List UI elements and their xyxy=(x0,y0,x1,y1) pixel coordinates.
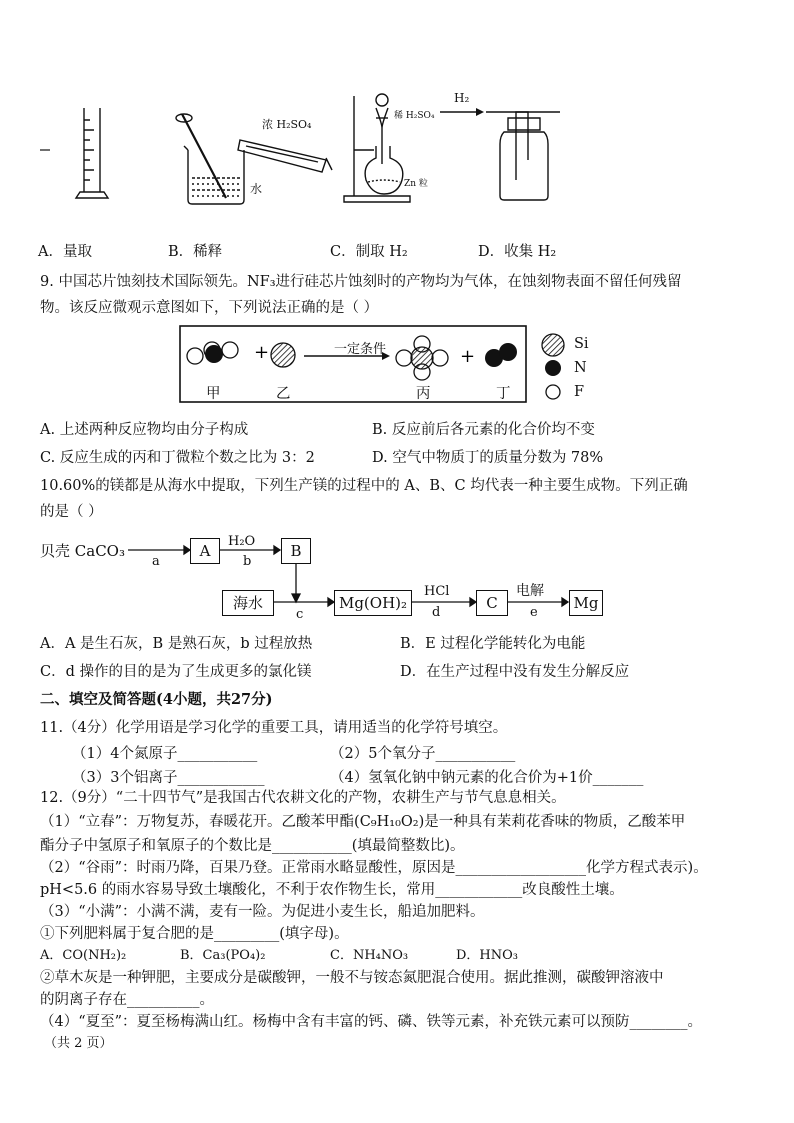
label-step-e: e xyxy=(530,605,538,620)
q9-option-a: A．量取 xyxy=(38,244,92,260)
label-condition: 一定条件 xyxy=(334,342,387,357)
q10-option-a: A. 上述两种反应物均由分子构成 xyxy=(40,422,249,438)
label-jia: 甲 xyxy=(206,386,221,402)
q10-option-d: D. 空气中物质丁的质量分数为 78% xyxy=(372,450,604,466)
q12-line-9: （4）“夏至”：夏至杨梅满山红。杨梅中含有丰富的钙、磷、铁等元素，补充铁元素可以预防________。 xyxy=(40,1014,703,1030)
q12-line-8: 的阴离子存在__________。 xyxy=(40,992,214,1008)
q11-option-b: B．E 过程化学能转化为电能 xyxy=(400,636,586,652)
q9-option-d: D．收集 H₂ xyxy=(478,244,557,260)
q12-line-1: （1）“立春”：万物复苏，春暖花开。乙酸苯甲酯(C₉H₁₀O₂)是一种具有茉莉花香味的物质，乙酸苯甲 xyxy=(40,814,686,830)
label-dilute-h2so4: 稀 H₂SO₄ xyxy=(394,111,435,121)
q11-option-c: C．d 操作的目的是为了生成更多的氯化镁 xyxy=(40,664,312,680)
legend-f-icon xyxy=(546,385,560,399)
page-footer: （共 2 页） xyxy=(44,1036,113,1051)
box-mg: Mg xyxy=(569,590,603,616)
q11-stem-1: 10.60%的镁都是从海水中提取，下列生产镁的过程中的 A、B、C 均代表一种主要生成物。下列正确 xyxy=(40,478,688,494)
fert-option-d: D．HNO₃ xyxy=(456,948,519,963)
fert-option-c: C．NH₄NO₃ xyxy=(330,948,409,963)
label-shell: 贝壳 CaCO₃ xyxy=(40,542,125,560)
svg-text:+: + xyxy=(254,342,270,363)
label-water: 水 xyxy=(250,182,263,196)
q11-option-a: A．A 是生石灰，B 是熟石灰，b 过程放热 xyxy=(40,636,313,652)
q10-stem-2: 物。该反应微观示意图如下，下列说法正确的是（ ） xyxy=(40,300,379,316)
molecule-bing xyxy=(396,336,448,380)
label-ding: 丁 xyxy=(496,386,511,402)
q11b-item-1: （1）4个氮原子___________ xyxy=(72,746,258,762)
label-h2: H₂ xyxy=(454,91,470,105)
legend-n-icon xyxy=(545,360,561,376)
box-a: A xyxy=(190,538,220,564)
molecule-ding xyxy=(485,343,517,367)
label-step-b: b xyxy=(243,554,252,569)
graduated-cylinder xyxy=(76,108,108,198)
q11-stem-2: 的是（ ） xyxy=(40,504,103,520)
legend-si: Si xyxy=(574,336,589,352)
label-step-a: a xyxy=(152,554,160,569)
label-bing: 丙 xyxy=(416,386,431,402)
q11b-stem: 11.（4分）化学用语是学习化学的重要工具，请用适当的化学符号填空。 xyxy=(40,720,508,736)
label-h2o: H₂O xyxy=(228,534,256,549)
q9-option-b: B．稀释 xyxy=(168,244,223,260)
svg-text:+: + xyxy=(460,346,476,367)
q12-line-3: （2）“谷雨”：时雨乃降，百果乃登。正常雨水略显酸性，原因是__________________化学方程式表示)。 xyxy=(40,860,708,876)
label-conc-h2so4: 浓 H₂SO₄ xyxy=(262,118,312,131)
q10-stem-1: 9. 中国芯片蚀刻技术国际领先。NF₃进行硅芯片蚀刻时的产物均为气体，在蚀刻物表面不留任何残留 xyxy=(40,274,682,290)
gas-collecting-bottle xyxy=(486,112,560,200)
reaction-micro-diagram xyxy=(0,320,794,420)
q12-line-4: pH<5.6 的雨水容易导致土壤酸化，不利于农作物生长，常用____________改良酸性土壤。 xyxy=(40,882,624,898)
box-mgoh2: Mg(OH)₂ xyxy=(334,590,412,616)
label-hcl: HCl xyxy=(424,584,450,599)
legend-n: N xyxy=(574,360,587,376)
q10-option-b: B. 反应前后各元素的化合价均不变 xyxy=(372,422,595,438)
box-b: B xyxy=(281,538,311,564)
q12-stem: 12.（9分）“二十四节气”是我国古代农耕文化的产物，农耕生产与节气息息相关。 xyxy=(40,790,566,806)
label-zn: Zn 粒 xyxy=(404,179,428,189)
label-step-d: d xyxy=(432,605,441,620)
label-yi: 乙 xyxy=(276,386,291,402)
molecule-jia xyxy=(187,342,238,364)
q12-line-5: （3）“小满”：小满不满，麦有一险。为促进小麦生长，船追加肥料。 xyxy=(40,904,485,920)
q12-line-2: 酯分子中氢原子和氧原子的个数比是___________(填最简整数比)。 xyxy=(40,838,465,854)
molecule-yi xyxy=(271,343,295,367)
fert-option-a: A．CO(NH₂)₂ xyxy=(40,948,127,963)
box-c: C xyxy=(476,590,508,616)
q11b-item-4: （4）氢氧化钠中钠元素的化合价为+1价_______ xyxy=(330,770,644,786)
q9-option-c: C．制取 H₂ xyxy=(330,244,408,260)
q10-option-c: C. 反应生成的丙和丁微粒个数之比为 3：2 xyxy=(40,450,315,466)
label-electrolysis: 电解 xyxy=(516,583,544,599)
box-seawater: 海水 xyxy=(222,590,274,616)
label-step-c: c xyxy=(296,607,304,622)
q11-option-d: D．在生产过程中没有发生分解反应 xyxy=(400,664,630,680)
legend-f: F xyxy=(574,384,585,400)
q11b-item-3: （3）3个铝离子____________ xyxy=(72,770,265,786)
fert-option-b: B．Ca₃(PO₄)₂ xyxy=(180,948,266,963)
section-2-heading: 二、填空及简答题(4小题，共27分) xyxy=(40,691,273,708)
h2-arrow xyxy=(440,108,484,116)
q12-line-7: ②草木灰是一种钾肥，主要成分是碳酸钾，一般不与铵态氮肥混合使用。据此推测，碳酸钾溶液中 xyxy=(40,970,664,986)
legend-si-icon xyxy=(542,334,564,356)
q11b-item-2: （2）5个氧分子___________ xyxy=(330,746,516,762)
q12-line-6: ①下列肥料属于复合肥的是_________(填字母)。 xyxy=(40,926,349,942)
